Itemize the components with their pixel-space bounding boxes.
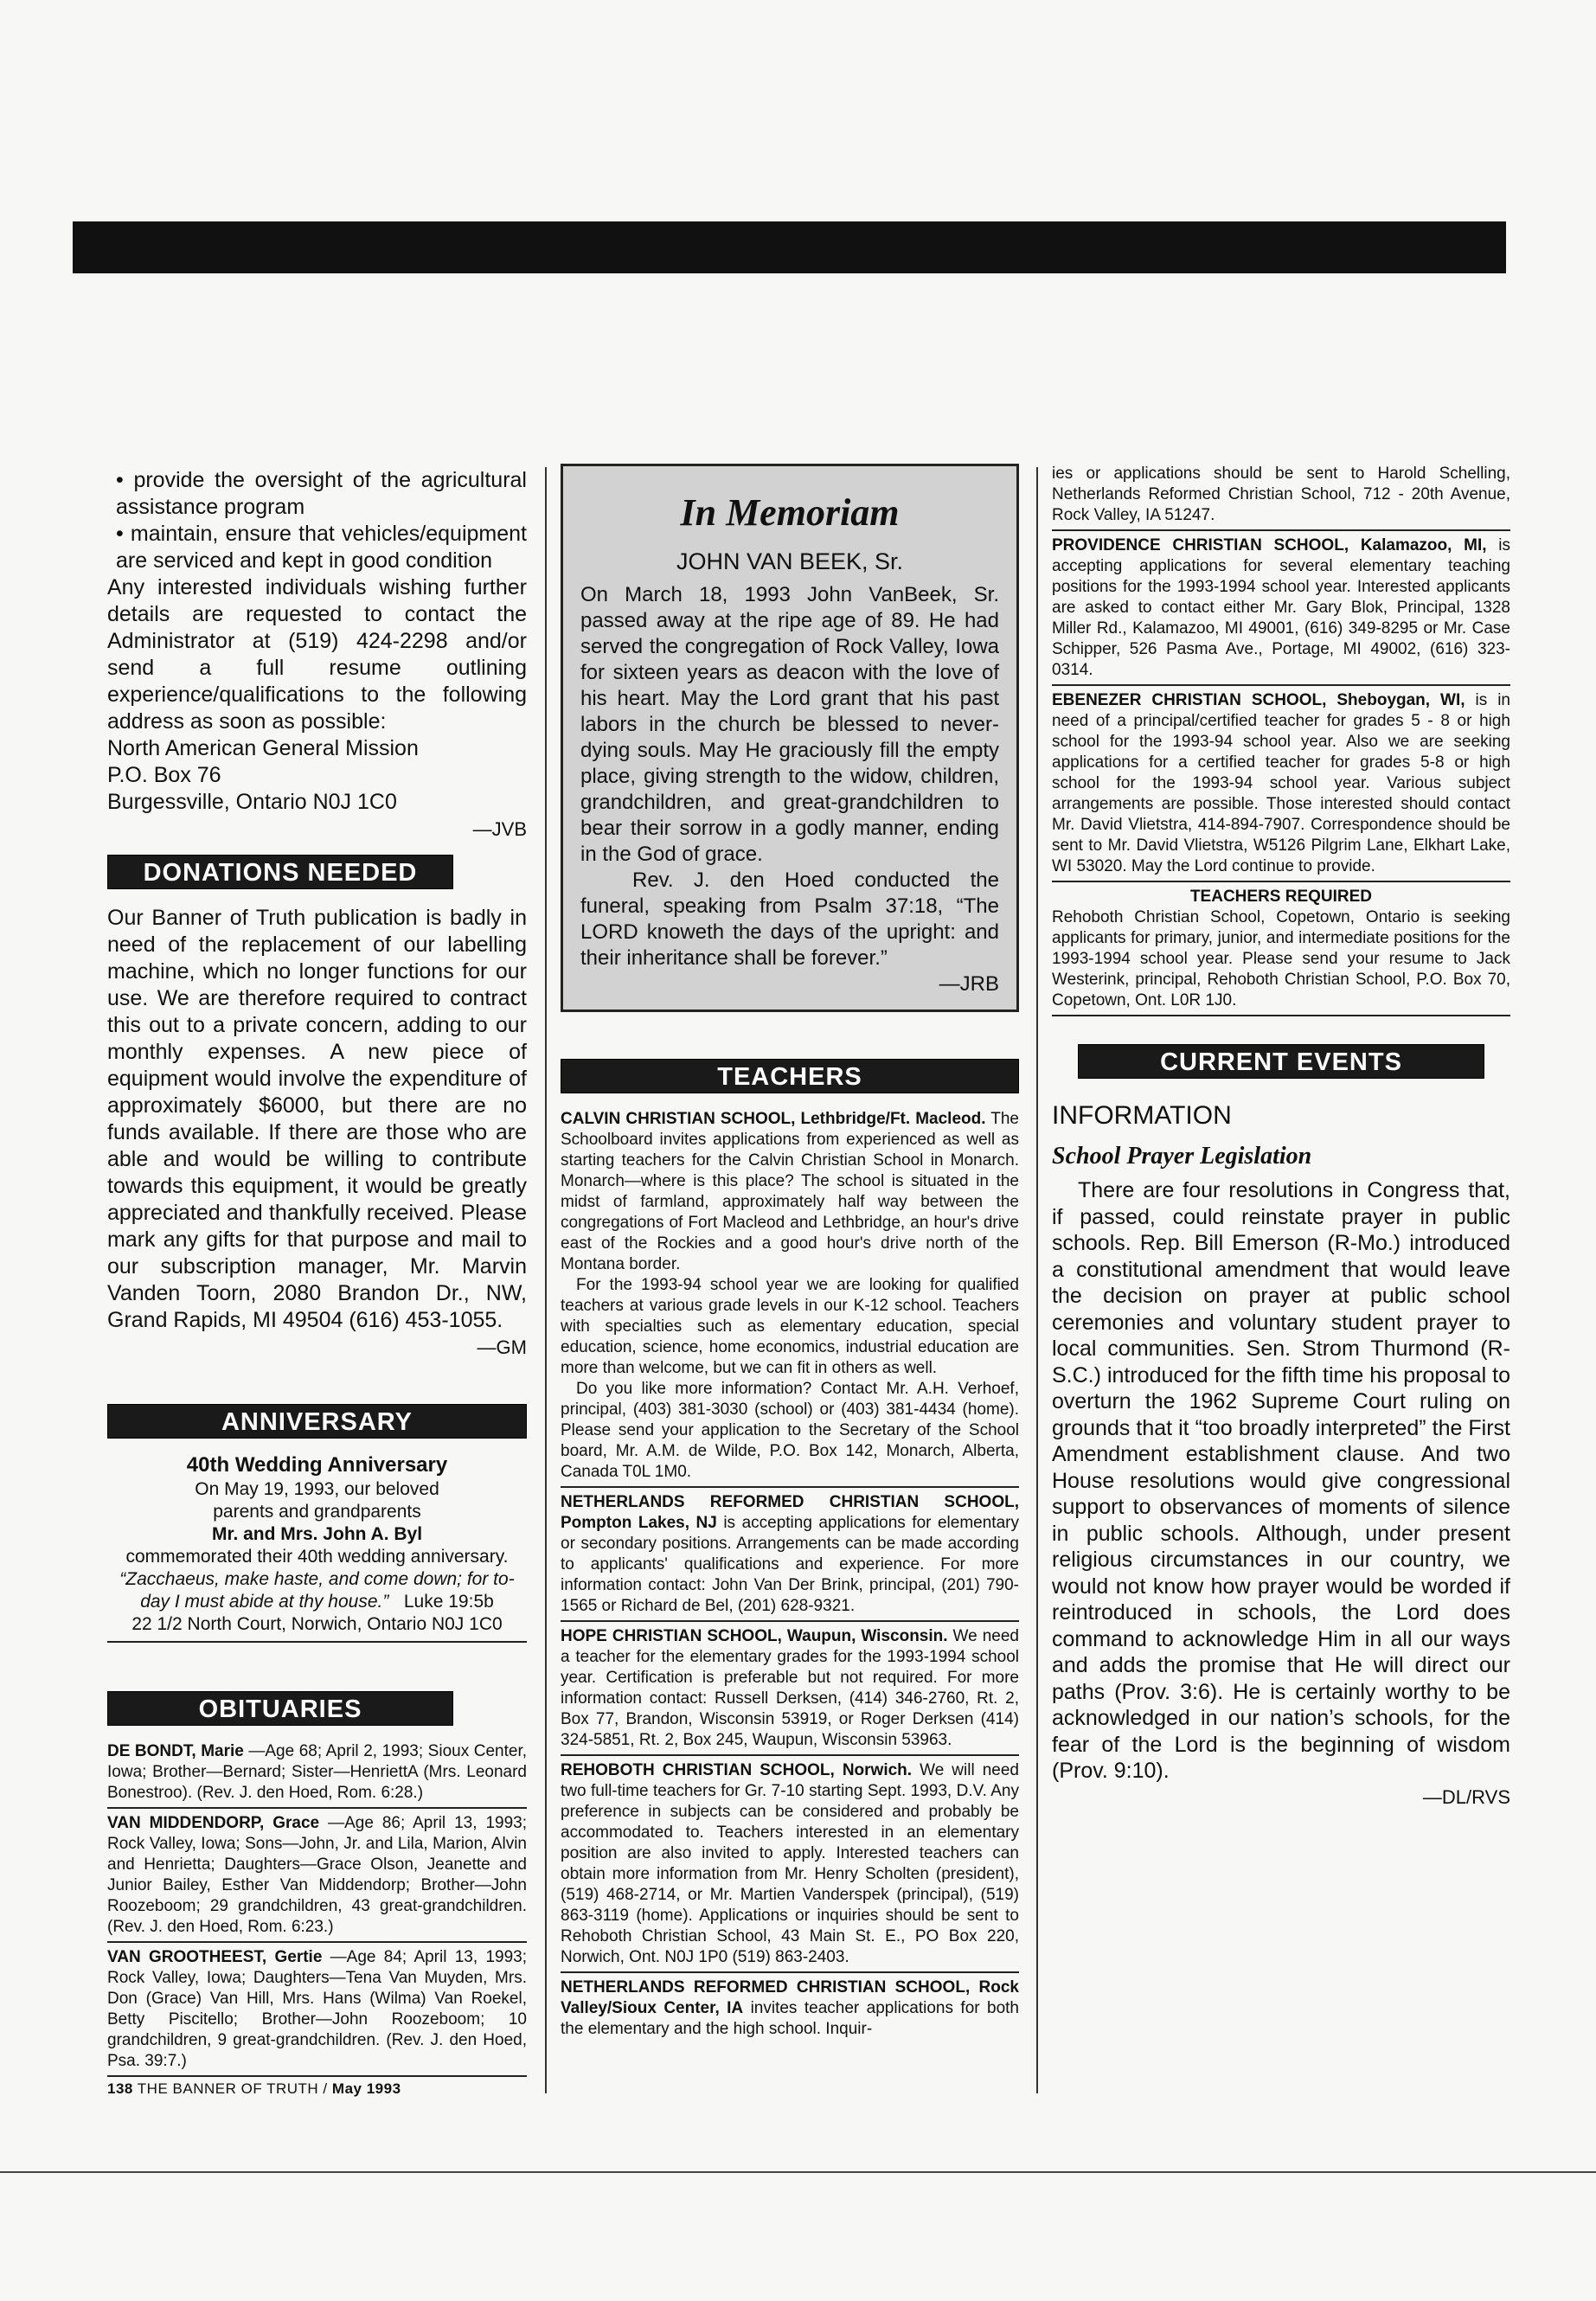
teacher-listing: HOPE CHRISTIAN SCHOOL, Waupun, Wisconsin. We need a teacher for the elementary grades for the 1993-1994 school year. Certification is preferable but not required. For more information contact: Russell Derksen, (414) 346-2760, Rt. 2, Box 77, Brandon, Wisconsin 53919, or Roger Derksen (414) 324-5851, Rt. 2, Box 245, Waupun, Wisconsin 53963.: [561, 1626, 1019, 1756]
signature: —JVB: [472, 818, 527, 840]
bullet-item: • provide the oversight of the agricultural assistance program: [116, 468, 527, 519]
anniversary-title: 40th Wedding Anniversary: [186, 1453, 448, 1477]
teacher-listing: PROVIDENCE CHRISTIAN SCHOOL, Kalamazoo, MI, is accepting applications for several elementary teaching positions for the 1993-1994 school year. Interested applicants are asked to contact either Mr. Gary Blok, Principal, 1328 Miller Rd., Kalamazoo, MI 49001, (616) 349-8295 or Mr. Case Schipper, 526 Pasma Ave., Portage, MI 49002, (616) 323-0314.: [1052, 535, 1510, 686]
memoriam-text: On March 18, 1993 John VanBeek, Sr. passed away at the ripe age of 89. He had served the congregation of Rock Valley, Iowa for sixteen years as deacon with the love of his heart. May the Lord grant that his past labors in the church be blessed to never-dying souls. May He graciously fill the empty place, giving strength to the widow, children, grandchildren, and great-grandchildren to bear their sorrow in a godly manner, ending in the God of grace.: [580, 583, 999, 866]
anniversary-notice: [107, 1454, 527, 1643]
teacher-listing-continued: ies or applications should be sent to Harold Schelling, Netherlands Reformed Christian School, 712 - 20th Avenue, Rock Valley, IA 51247.: [1052, 464, 1510, 531]
donations-text: Our Banner of Truth publication is badly in need of the replacement of our labelling machine, which no longer functions for our use. We are therefore required to contract this out to a private concern, adding to our monthly expenses. A new piece of equipment would involve the expenditure of approximately $6000, but there are no funds available. If there are those who are able and would be willing to contribute towards this equipment, it would be greatly appreciated and thankfully received. Please mark any gifts for that purpose and mail to our subscription manager, Mr. Marvin Vanden Toorn, 2080 Brandon Dr., NW, Grand Rapids, MI 49504 (616) 453-1055.: [107, 906, 527, 1332]
address-line: Burgessville, Ontario N0J 1C0: [107, 790, 397, 814]
teachers-required-text: Rehoboth Christian School, Copetown, Ontario is seeking applicants for primary, junior, and intermediate positions for the 1993-1994 school year. Please send your resume to Jack Westerink, principal, Rehoboth Christian School, P.O. Box 70, Copetown, Ont. L0R 1J0.: [1052, 908, 1510, 1009]
section-banner-teachers: TEACHERS: [561, 1059, 1019, 1093]
address-line: P.O. Box 76: [107, 763, 221, 787]
issue-date: May 1993: [331, 2080, 401, 2097]
contact-paragraph: Any interested individuals wishing further details are requested to contact the Administrator at (519) 424-2298 and/or send a full resume outlining experience/qualifications to the following address as soon as possible:: [107, 575, 527, 734]
teacher-listing: REHOBOTH CHRISTIAN SCHOOL, Norwich. We will need two full-time teachers for Gr. 7-10 starting Sept. 1993, D.V. Any preference in subjects can be considered and probably be accommodated to. Teachers interested in an elementary position are also invited to apply. Interested teachers can obtain more information from Mr. Henry Scholten (president), (519) 468-2714, or Mr. Martien Vanderspek (principal), (519) 863-3119 (home). Applications or inquiries should be sent to Rehoboth Christian School, 43 Main St. E., PO Box 220, Norwich, Ont. N0J 1P0 (519) 863-2403.: [561, 1760, 1019, 1973]
memoriam-name: JOHN VAN BEEK, Sr.: [676, 548, 904, 574]
article-text: There are four resolutions in Congress that, if passed, could reinstate prayer in public schools. Rep. Bill Emerson (R-Mo.) introduced a constitutional amendment that would leave the decision on prayer at public school ceremonies and voluntary student prayer to local communities. Sen. Strom Thurmond (R- S.C.) introduced for the fifth time his proposal to overturn the 1962 Supreme Court ruling on grounds that it “too broadly interpreted” the First Amendment establishment clause. And two House resolutions would give congressional support to observances of moments of silence in public schools. Although, under present religious circumstances in our country, we would not know how prayer would be worded if reintroduced in schools, the Lord does command to acknowledge Him in all our ways and adds the promise that He will direct our paths (Prov. 3:6). He is certainly worthy to be acknowledged in our nation’s schools, for the fear of the Lord is the beginning of wisdom (Prov. 9:10).: [1052, 1178, 1510, 1783]
anniversary-verse: “Zacchaeus, make haste, and come down; for to-day I must abide at thy house.”: [119, 1569, 515, 1612]
column-rule-1: [545, 467, 547, 2093]
verse-reference: Luke 19:5b: [403, 1592, 494, 1612]
publication-name: THE BANNER OF TRUTH /: [137, 2080, 328, 2097]
address-line: North American General Mission: [107, 736, 419, 760]
article-subheading: School Prayer Legislation: [1052, 1143, 1312, 1170]
in-memoriam-box: [561, 464, 1019, 1012]
teacher-listing: NETHERLANDS REFORMED CHRISTIAN SCHOOL, Pompton Lakes, NJ is accepting applications for elementary or secondary positions. Arrangements can be made according to applicants' qualifications and experience. For more information contact: John Van Der Brink, principal, (201) 790-1565 or Richard de Bel, (201) 628-9321.: [561, 1492, 1019, 1622]
obituary-entry: VAN GROOTHEEST, Gertie —Age 84; April 13, 1993; Rock Valley, Iowa; Daughters—Tena Van Muyden, Mrs. Don (Grace) Van Hill, Mrs. Hans (Wilma) Van Roekel, Betty Piscitello; Brother—John Roozeboom; 10 grandchildren, 9 great-grandchildren. (Rev. J. den Hoed, Psa. 39:7.): [107, 1947, 527, 2077]
information-heading: INFORMATION: [1052, 1101, 1232, 1130]
section-banner-donations: DONATIONS NEEDED: [107, 855, 453, 889]
top-black-bar: [73, 221, 1506, 273]
bottom-rule: [0, 2171, 1596, 2173]
obituary-entry: VAN MIDDENDORP, Grace —Age 86; April 13, 1993; Rock Valley, Iowa; Sons—John, Jr. and Lila, Marion, Alvin and Henrietta; Daughters—Grace Olson, Jeanette and Junior Bailey, Esther Van Middendorp; Brother—John Roozeboom; 29 grandchildren, 43 great-grandchildren. (Rev. J. den Hoed, Rom. 6:23.): [107, 1813, 527, 1943]
teachers-required-heading: TEACHERS REQUIRED: [1189, 888, 1373, 906]
column-left: [107, 467, 527, 2081]
page-number: 138: [107, 2080, 133, 2097]
anniversary-text: commemorated their 40th wedding anniversary.: [125, 1547, 509, 1567]
column-rule-2: [1036, 467, 1038, 2093]
memoriam-signature: —JRB: [939, 972, 999, 996]
teacher-listing: CALVIN CHRISTIAN SCHOOL, Lethbridge/Ft. Macleod. The Schoolboard invites applications from experienced as well as starting teachers for the Calvin Christian School in Monarch. Monarch—where is this place? The school is situated in the midst of farmland, approximately half way between the congregations of Fort Macleod and Lethbridge, an hour's drive east of the Rockies and a good hour's drive north of the Montana border. For the 1993-94 school year we are looking for qualified teachers at various grade levels in our K-12 school. Teachers with specialties such as elementary education, special education, science, home economics, industrial education are more than welcome, but we can fit in others as well. Do you like more information? Contact Mr. A.H. Verhoef, principal, (403) 381-3030 (school) or (403) 381-4434 (home). Please send your application to the Secretary of the School board, Mr. A.M. de Wilde, P.O. Box 142, Monarch, Alberta, Canada T0L 1M0.: [561, 1109, 1019, 1488]
teacher-listing: EBENEZER CHRISTIAN SCHOOL, Sheboygan, WI, is in need of a principal/certified teacher for grades 5 - 8 or high school for the 1993-94 school year. Also we are seeking applications for a certified teacher for grades 5-8 or high school for the 1993-94 school year. Various subject arrangements are possible. Those interested should contact Mr. David Vlietstra, 414-894-7907. Correspondence should be sent to Mr. David Vlietstra, W5126 Pilgrim Lane, Elkhart Lake, WI 53020. May the Lord continue to provide.: [1052, 690, 1510, 882]
section-banner-obituaries: OBITUARIES: [107, 1691, 453, 1726]
signature: —DL/RVS: [1422, 1785, 1510, 1808]
obituary-entry: DE BONDT, Marie —Age 68; April 2, 1993; Sioux Center, Iowa; Brother—Bernard; Sister—HenriettA (Mrs. Leonard Bonestroo). (Rev. J. den Hoed, Rom. 6:28.): [107, 1741, 527, 1809]
section-banner-current-events: CURRENT EVENTS: [1078, 1044, 1484, 1079]
memoriam-title: In Memoriam: [680, 491, 900, 534]
teacher-listing: NETHERLANDS REFORMED CHRISTIAN SCHOOL, Rock Valley/Sioux Center, IA invites teacher applications for both the elementary and the high school. Inquir-: [561, 1978, 1019, 2038]
section-banner-anniversary: ANNIVERSARY: [107, 1404, 527, 1439]
column-right: [1052, 464, 1510, 1811]
page-footer: [107, 2080, 401, 2098]
signature: —GM: [477, 1336, 527, 1358]
teachers-required: [1052, 887, 1510, 1016]
memoriam-text: Rev. J. den Hoed conducted the funeral, speaking from Psalm 37:18, “The LORD knoweth the days of the upright: and their inheritance shall be forever.”: [580, 868, 999, 970]
anniversary-name: Mr. and Mrs. John A. Byl: [211, 1524, 423, 1544]
anniversary-text: On May 19, 1993, our beloved: [195, 1479, 439, 1499]
anniversary-text: parents and grandparents: [213, 1502, 421, 1522]
column-middle: [561, 464, 1019, 2040]
bullet-item: • maintain, ensure that vehicles/equipment are serviced and kept in good condition: [116, 522, 527, 573]
anniversary-address: 22 1/2 North Court, Norwich, Ontario N0J 1C0: [107, 1613, 527, 1643]
